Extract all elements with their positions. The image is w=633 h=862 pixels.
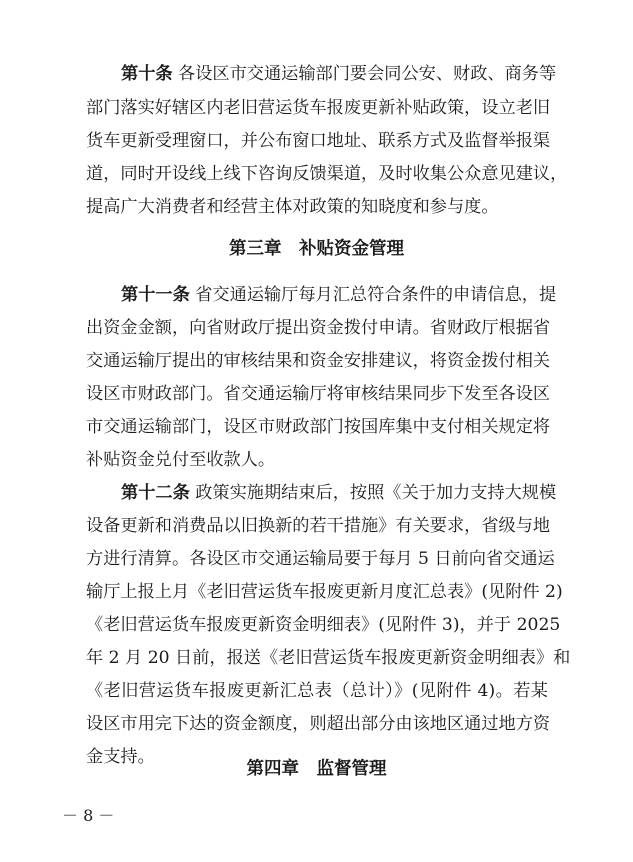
article-10-line-4: 道，同时开设线上线下咨询反馈渠道，及时收集公众意见建议， <box>86 164 568 184</box>
page-number: － 8 － <box>62 806 115 825</box>
article-11-line-6: 补贴资金兑付至收款人。 <box>86 450 276 470</box>
chapter-3-heading: 第三章 补贴资金管理 <box>229 239 404 259</box>
article-12-line-6: 年 2 月 20 日前，报送《老旧营运货车报废更新资金明细表》和 <box>86 648 571 668</box>
article-12-line-5: 《老旧营运货车报废更新资金明细表》(见附件 3)，并于 2025 <box>86 615 561 635</box>
article-12-line-2: 设备更新和消费品以旧换新的若干措施》有关要求，省级与地 <box>86 516 551 536</box>
article-10-line-5: 提高广大消费者和经营主体对政策的知晓度和参与度。 <box>86 197 499 217</box>
article-11-line-5: 市交通运输部门，设区市财政部门按国库集中支付相关规定将 <box>86 417 551 437</box>
article-12-line-9: 金支持。 <box>86 747 155 767</box>
article-12-line-3: 方进行清算。各设区市交通运输局要于每月 5 日前向省交通运 <box>86 549 555 569</box>
article-12-line-4: 输厅上报上月《老旧营运货车报废更新月度汇总表》(见附件 2) <box>86 582 563 602</box>
article-11-line-1: 第十一条 省交通运输厅每月汇总符合条件的申请信息，提 <box>121 285 557 305</box>
article-11-heading: 第十一条 <box>121 285 190 305</box>
article-12-line-1: 第十二条 政策实施期结束后，按照《关于加力支持大规模 <box>121 483 557 503</box>
article-11-line-2: 出资金金额，向省财政厅提出资金拨付申请。省财政厅根据省 <box>86 318 551 338</box>
article-12-heading: 第十二条 <box>121 483 190 503</box>
article-11-line-4: 设区市财政部门。省交通运输厅将审核结果同步下发至各设区 <box>86 384 551 404</box>
article-11-line-3: 交通运输厅提出的审核结果和资金安排建议，将资金拨付相关 <box>86 351 551 371</box>
chapter-4-heading: 第四章 监督管理 <box>246 759 387 779</box>
article-12-line-7: 《老旧营运货车报废更新汇总表（总计）》(见附件 4)。若某 <box>86 681 548 701</box>
article-10-heading: 第十条 <box>121 64 173 84</box>
article-10-line-2: 部门落实好辖区内老旧营运货车报废更新补贴政策，设立老旧 <box>86 98 551 118</box>
article-12-line-8: 设区市用完下达的资金额度，则超出部分由该地区通过地方资 <box>86 714 551 734</box>
article-10-line-1: 第十条 各设区市交通运输部门要会同公安、财政、商务等 <box>121 64 557 84</box>
article-10-line-3: 货车更新受理窗口，并公布窗口地址、联系方式及监督举报渠 <box>86 131 551 151</box>
